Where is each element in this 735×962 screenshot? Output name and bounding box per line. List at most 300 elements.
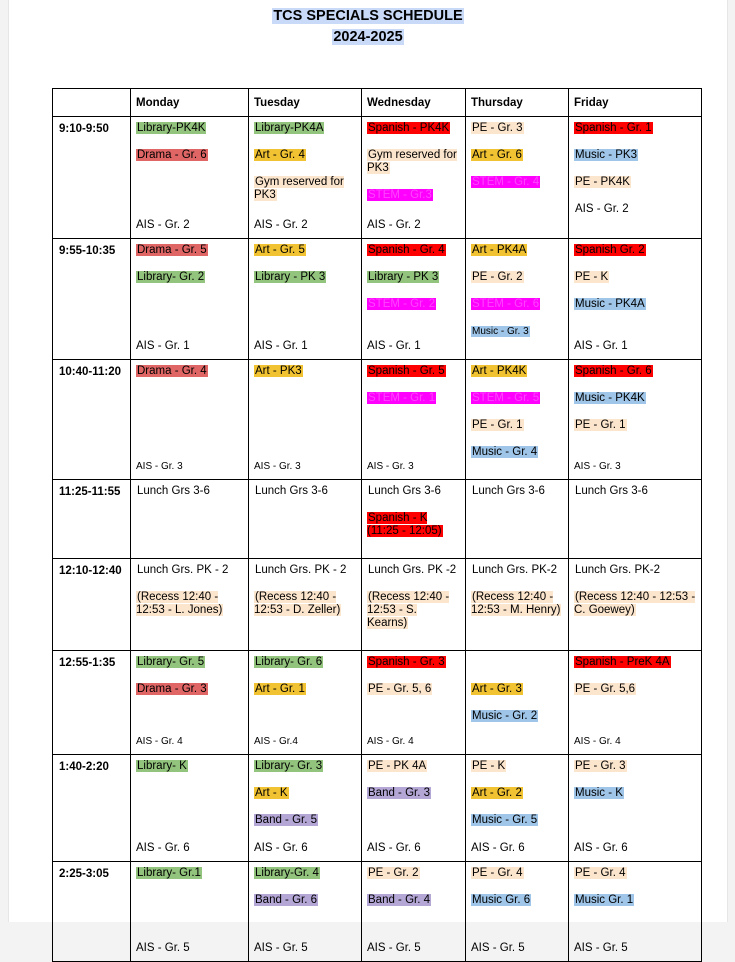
ais-label: AIS - Gr. 4 bbox=[367, 736, 414, 747]
cell-content bbox=[574, 755, 696, 820]
class-label: PE - K bbox=[472, 760, 506, 772]
schedule-cell bbox=[131, 862, 249, 962]
cell-content bbox=[471, 559, 563, 637]
class-label: PE - Gr. 5,6 bbox=[575, 683, 636, 695]
class-label: STEM - Gr. 4 bbox=[472, 176, 540, 188]
class-label: Lunch Grs 3-6 bbox=[137, 485, 210, 497]
document-title: TCS SPECIALS SCHEDULE bbox=[273, 8, 463, 24]
schedule-cell bbox=[249, 360, 362, 480]
class-entry bbox=[367, 485, 460, 498]
class-entry bbox=[367, 656, 460, 669]
ais-label: AIS - Gr. 6 bbox=[254, 842, 308, 854]
class-entry bbox=[254, 814, 356, 827]
class-label: Music - K bbox=[575, 787, 623, 799]
schedule-cell bbox=[466, 117, 569, 239]
class-entry bbox=[367, 760, 460, 773]
class-label: Library-PK4A bbox=[255, 122, 324, 134]
class-label: Music - PK4K bbox=[575, 392, 645, 404]
cell-content bbox=[471, 360, 563, 479]
class-entry bbox=[367, 787, 460, 800]
schedule-row bbox=[53, 559, 702, 651]
class-label: Drama - Gr. 6 bbox=[137, 149, 207, 161]
cell-content bbox=[136, 239, 243, 304]
class-label: PE - PK4K bbox=[575, 176, 630, 188]
class-label: Spanish - Gr. 1 bbox=[575, 122, 652, 134]
class-label: Art - Gr. 1 bbox=[255, 683, 305, 695]
class-entry bbox=[574, 683, 696, 696]
class-entry bbox=[574, 122, 696, 135]
class-entry bbox=[136, 656, 243, 669]
class-label: Spanish - Gr. 6 bbox=[575, 365, 652, 377]
class-label: Lunch Grs 3-6 bbox=[255, 485, 328, 497]
ais-label: AIS - Gr. 6 bbox=[471, 842, 525, 854]
ais-label: AIS - Gr. 1 bbox=[574, 340, 628, 352]
class-label: STEM - Gr.3 bbox=[368, 189, 432, 201]
class-entry bbox=[574, 564, 696, 577]
schedule-cell bbox=[131, 360, 249, 480]
class-entry bbox=[367, 149, 460, 175]
ais-label: AIS - Gr. 5 bbox=[367, 942, 421, 954]
class-entry bbox=[471, 244, 563, 257]
class-entry bbox=[471, 867, 563, 880]
class-entry bbox=[254, 564, 356, 577]
schedule-cell bbox=[249, 862, 362, 962]
class-entry bbox=[367, 894, 460, 907]
schedule-cell bbox=[131, 755, 249, 862]
schedule-cell bbox=[569, 360, 702, 480]
class-entry bbox=[574, 419, 696, 432]
class-entry bbox=[136, 485, 243, 498]
class-label: Lunch Grs 3-6 bbox=[472, 485, 545, 497]
class-entry bbox=[367, 244, 460, 257]
class-entry bbox=[574, 365, 696, 378]
cell-content bbox=[136, 360, 243, 398]
cell-content bbox=[471, 755, 563, 847]
schedule-row bbox=[53, 862, 702, 962]
class-label: Spanish - Gr. 5 bbox=[368, 365, 445, 377]
class-label: (Recess 12:40 - 12:53 - D. Zeller) bbox=[254, 591, 341, 616]
class-label: PE - Gr. 3 bbox=[472, 122, 523, 134]
class-label: AIS - Gr. 2 bbox=[575, 203, 629, 215]
cell-content bbox=[574, 862, 696, 927]
document-page bbox=[8, 0, 728, 954]
class-entry bbox=[254, 656, 356, 669]
cell-content bbox=[367, 360, 460, 425]
schedule-cell bbox=[466, 239, 569, 360]
class-label: Music - Gr. 2 bbox=[472, 710, 538, 722]
class-label: Band - Gr. 5 bbox=[255, 814, 318, 826]
class-label: PE - PK 4A bbox=[368, 760, 427, 772]
schedule-cell bbox=[466, 651, 569, 755]
cell-content bbox=[254, 117, 356, 222]
schedule-cell bbox=[362, 360, 466, 480]
cell-content bbox=[574, 651, 696, 716]
cell-content bbox=[367, 559, 460, 650]
class-label: Library - PK 3 bbox=[368, 271, 439, 283]
schedule-row bbox=[53, 239, 702, 360]
ais-label: AIS - Gr. 3 bbox=[367, 461, 414, 472]
class-entry bbox=[471, 656, 563, 669]
class-entry bbox=[574, 149, 696, 162]
class-label: Art - Gr. 6 bbox=[472, 149, 522, 161]
schedule-cell bbox=[569, 862, 702, 962]
class-label: Drama - Gr. 5 bbox=[137, 244, 207, 256]
schedule-cell bbox=[466, 559, 569, 651]
cell-content bbox=[254, 360, 356, 398]
ais-label: AIS - Gr. 4 bbox=[136, 736, 183, 747]
schedule-cell bbox=[466, 862, 569, 962]
schedule-table bbox=[52, 88, 702, 962]
header-cell: Wednesday bbox=[362, 89, 466, 117]
ais-label: AIS - Gr. 2 bbox=[136, 219, 190, 231]
class-entry bbox=[136, 244, 243, 257]
class-label: STEM - Gr. 5 bbox=[472, 392, 540, 404]
class-entry bbox=[367, 392, 460, 405]
class-entry bbox=[471, 894, 563, 907]
class-label: Library- Gr. 3 bbox=[255, 760, 323, 772]
cell-content bbox=[574, 117, 696, 236]
class-label: Music - PK4A bbox=[575, 298, 645, 310]
class-label: Music - PK3 bbox=[575, 149, 637, 161]
time-slot: 2:25-3:05 bbox=[53, 862, 131, 962]
class-entry bbox=[574, 894, 696, 907]
class-label: PE - Gr. 4 bbox=[575, 867, 626, 879]
class-entry bbox=[471, 365, 563, 378]
schedule-cell bbox=[569, 480, 702, 559]
class-entry bbox=[471, 787, 563, 800]
class-entry bbox=[367, 189, 460, 202]
ais-label: AIS - Gr. 6 bbox=[574, 842, 628, 854]
time-slot: 12:10-12:40 bbox=[53, 559, 131, 651]
class-entry bbox=[471, 392, 563, 405]
class-entry bbox=[367, 365, 460, 378]
schedule-cell bbox=[249, 559, 362, 651]
class-entry bbox=[471, 683, 563, 696]
class-entry bbox=[471, 176, 563, 189]
ais-label: AIS - Gr.4 bbox=[254, 736, 298, 747]
class-entry bbox=[136, 365, 243, 378]
class-label: (Recess 12:40 - 12:53 - S. Kearns) bbox=[367, 591, 450, 629]
class-label: Spanish Gr. 2 bbox=[575, 244, 645, 256]
cell-content bbox=[471, 480, 563, 518]
class-entry bbox=[367, 867, 460, 880]
class-label: Music - Gr. 5 bbox=[472, 814, 538, 826]
time-slot: 10:40-11:20 bbox=[53, 360, 131, 480]
class-entry bbox=[471, 591, 563, 617]
class-label: (Recess 12:40 - 12:53 - M. Henry) bbox=[471, 591, 561, 616]
ais-label: AIS - Gr. 1 bbox=[254, 340, 308, 352]
schedule-cell bbox=[362, 862, 466, 962]
class-label: Art - Gr. 2 bbox=[472, 787, 522, 799]
cell-content bbox=[254, 862, 356, 927]
class-entry bbox=[136, 122, 243, 135]
class-label: Art - Gr. 4 bbox=[255, 149, 305, 161]
cell-content bbox=[254, 480, 356, 518]
schedule-row bbox=[53, 755, 702, 862]
class-label: STEM - Gr. 1 bbox=[368, 392, 436, 404]
class-entry bbox=[136, 591, 243, 617]
ais-label: AIS - Gr. 1 bbox=[367, 340, 421, 352]
schedule-cell bbox=[249, 239, 362, 360]
time-slot: 11:25-11:55 bbox=[53, 480, 131, 559]
class-label: PE - K bbox=[575, 271, 609, 283]
schedule-row bbox=[53, 651, 702, 755]
class-entry bbox=[254, 867, 356, 880]
schedule-cell bbox=[569, 239, 702, 360]
header-cell: Friday bbox=[569, 89, 702, 117]
class-entry bbox=[136, 683, 243, 696]
cell-content bbox=[254, 755, 356, 847]
class-entry bbox=[136, 271, 243, 284]
class-label: Music Gr. 6 bbox=[472, 894, 531, 906]
class-label: Library-PK4K bbox=[137, 122, 206, 134]
class-label: Spanish - Gr. 3 bbox=[368, 656, 445, 668]
class-entry bbox=[471, 149, 563, 162]
schedule-cell bbox=[466, 755, 569, 862]
schedule-cell bbox=[362, 239, 466, 360]
class-entry bbox=[254, 683, 356, 696]
class-label: Art - PK4K bbox=[472, 365, 527, 377]
schedule-cell bbox=[249, 651, 362, 755]
class-entry bbox=[574, 656, 696, 669]
cell-content bbox=[254, 651, 356, 716]
class-label: Drama - Gr. 4 bbox=[137, 365, 207, 377]
ais-label: AIS - Gr. 5 bbox=[471, 942, 525, 954]
cell-content bbox=[574, 239, 696, 331]
class-label: Band - Gr. 3 bbox=[368, 787, 431, 799]
cell-content bbox=[254, 239, 356, 304]
class-entry bbox=[254, 149, 356, 162]
class-entry bbox=[367, 591, 460, 630]
schedule-cell bbox=[131, 239, 249, 360]
class-label: Spanish - PK4K bbox=[368, 122, 450, 134]
class-entry bbox=[574, 787, 696, 800]
schedule-cell bbox=[362, 480, 466, 559]
schedule-cell bbox=[569, 559, 702, 651]
class-label: Library - PK 3 bbox=[255, 271, 326, 283]
class-label: STEM - Gr. 2 bbox=[368, 298, 436, 310]
class-entry bbox=[574, 867, 696, 880]
schedule-row bbox=[53, 480, 702, 559]
cell-content bbox=[136, 559, 243, 637]
class-label: (Recess 12:40 - 12:53 - C. Goewey) bbox=[574, 591, 696, 616]
class-label: Gym reserved for PK3 bbox=[367, 149, 457, 174]
class-label: Spanish - PreK 4A bbox=[575, 656, 670, 668]
class-entry bbox=[574, 244, 696, 257]
class-entry bbox=[471, 122, 563, 135]
class-label: Library- K bbox=[137, 760, 187, 772]
class-label: PE - Gr. 5, 6 bbox=[368, 683, 432, 695]
class-entry bbox=[574, 392, 696, 405]
class-label: Lunch Grs. PK-2 bbox=[472, 564, 558, 576]
class-label: Drama - Gr. 3 bbox=[137, 683, 207, 695]
schedule-row bbox=[53, 360, 702, 480]
class-entry bbox=[471, 564, 563, 577]
class-label: Art - PK3 bbox=[255, 365, 302, 377]
cell-content bbox=[471, 862, 563, 927]
class-entry bbox=[574, 271, 696, 284]
time-slot: 9:55-10:35 bbox=[53, 239, 131, 360]
schedule-cell bbox=[569, 651, 702, 755]
class-label: Lunch Grs 3-6 bbox=[575, 485, 648, 497]
cell-content bbox=[367, 755, 460, 820]
class-label: Gym reserved for PK3 bbox=[254, 176, 344, 201]
class-entry bbox=[367, 683, 460, 696]
cell-content bbox=[367, 651, 460, 716]
ais-label: AIS - Gr. 3 bbox=[574, 461, 621, 472]
class-label: Music - Gr. 4 bbox=[472, 446, 538, 458]
schedule-cell bbox=[362, 755, 466, 862]
class-label: Library- Gr. 2 bbox=[137, 271, 205, 283]
class-entry bbox=[574, 203, 696, 216]
class-entry bbox=[471, 710, 563, 723]
cell-content bbox=[136, 117, 243, 182]
class-entry bbox=[471, 271, 563, 284]
class-label: Library- Gr. 6 bbox=[255, 656, 323, 668]
class-entry bbox=[471, 446, 563, 459]
class-entry bbox=[254, 244, 356, 257]
ais-label: AIS - Gr. 4 bbox=[574, 736, 621, 747]
cell-content bbox=[471, 651, 563, 743]
schedule-cell bbox=[362, 559, 466, 651]
class-label: PE - Gr. 3 bbox=[575, 760, 626, 772]
class-entry bbox=[254, 894, 356, 907]
schedule-cell bbox=[131, 117, 249, 239]
ais-label: AIS - Gr. 5 bbox=[574, 942, 628, 954]
schedule-cell bbox=[131, 480, 249, 559]
ais-label: AIS - Gr. 3 bbox=[254, 461, 301, 472]
class-label: Music Gr. 1 bbox=[575, 894, 634, 906]
cell-content bbox=[136, 651, 243, 716]
class-entry bbox=[367, 122, 460, 135]
class-label: Lunch Grs. PK-2 bbox=[575, 564, 661, 576]
header-cell: Tuesday bbox=[249, 89, 362, 117]
class-entry bbox=[471, 485, 563, 498]
ais-label: AIS - Gr. 5 bbox=[136, 942, 190, 954]
class-entry bbox=[574, 485, 696, 498]
cell-content bbox=[136, 755, 243, 793]
time-slot: 9:10-9:50 bbox=[53, 117, 131, 239]
time-slot: 12:55-1:35 bbox=[53, 651, 131, 755]
class-entry bbox=[254, 365, 356, 378]
class-entry bbox=[136, 149, 243, 162]
cell-content bbox=[471, 117, 563, 209]
schedule-cell bbox=[466, 360, 569, 480]
time-slot: 1:40-2:20 bbox=[53, 755, 131, 862]
class-entry bbox=[254, 591, 356, 617]
class-label: PE - Gr. 4 bbox=[472, 867, 523, 879]
header-cell: Thursday bbox=[466, 89, 569, 117]
class-label: PE - Gr. 2 bbox=[472, 271, 523, 283]
document-year: 2024-2025 bbox=[333, 29, 403, 45]
header-row bbox=[53, 89, 702, 117]
ais-label: AIS - Gr. 2 bbox=[367, 219, 421, 231]
class-label: Music - Gr. 3 bbox=[472, 326, 529, 337]
class-label: PE - Gr. 1 bbox=[472, 419, 523, 431]
class-entry bbox=[136, 564, 243, 577]
class-entry bbox=[367, 271, 460, 284]
class-label: Spanish - Gr. 4 bbox=[368, 244, 445, 256]
class-label: (Recess 12:40 - 12:53 - L. Jones) bbox=[136, 591, 223, 616]
ais-label: AIS - Gr. 5 bbox=[254, 942, 308, 954]
ais-label: AIS - Gr. 6 bbox=[367, 842, 421, 854]
class-label: Band - Gr. 4 bbox=[368, 894, 431, 906]
class-label: Spanish - K (11:25 - 12:05) bbox=[367, 512, 442, 537]
class-label: STEM - Gr. 6 bbox=[472, 298, 540, 310]
class-entry bbox=[574, 298, 696, 311]
ais-label: AIS - Gr. 2 bbox=[254, 219, 308, 231]
class-label: Lunch Grs. PK -2 bbox=[368, 564, 457, 576]
class-entry bbox=[574, 760, 696, 773]
schedule-cell bbox=[466, 480, 569, 559]
ais-label: AIS - Gr. 1 bbox=[136, 340, 190, 352]
class-entry bbox=[254, 760, 356, 773]
cell-content bbox=[367, 117, 460, 222]
class-entry bbox=[471, 298, 563, 311]
class-label: Art - K bbox=[255, 787, 288, 799]
class-label: Lunch Grs. PK - 2 bbox=[255, 564, 347, 576]
class-entry bbox=[367, 298, 460, 311]
schedule-cell bbox=[569, 117, 702, 239]
cell-content bbox=[136, 862, 243, 900]
cell-content bbox=[574, 360, 696, 452]
class-entry bbox=[254, 485, 356, 498]
class-entry bbox=[471, 419, 563, 432]
class-entry bbox=[471, 760, 563, 773]
class-label bbox=[471, 656, 473, 668]
class-entry bbox=[367, 564, 460, 577]
header-cell: Monday bbox=[131, 89, 249, 117]
class-label: Library-Gr. 4 bbox=[255, 867, 319, 879]
class-label: Art - Gr. 3 bbox=[472, 683, 522, 695]
schedule-cell bbox=[362, 117, 466, 239]
class-entry bbox=[136, 867, 243, 880]
cell-content bbox=[136, 480, 243, 518]
schedule-row bbox=[53, 117, 702, 239]
cell-content bbox=[367, 862, 460, 927]
class-label: PE - Gr. 2 bbox=[368, 867, 419, 879]
class-label: Art - Gr. 5 bbox=[255, 244, 305, 256]
class-label: Art - PK4A bbox=[472, 244, 527, 256]
cell-content bbox=[367, 239, 460, 331]
class-label: Library- Gr.1 bbox=[137, 867, 201, 879]
cell-content bbox=[254, 559, 356, 637]
schedule-cell bbox=[249, 480, 362, 559]
class-entry bbox=[471, 814, 563, 827]
schedule-cell bbox=[131, 559, 249, 651]
schedule-cell bbox=[362, 651, 466, 755]
ais-label: AIS - Gr. 3 bbox=[136, 461, 183, 472]
class-entry bbox=[254, 122, 356, 135]
cell-content bbox=[471, 239, 563, 358]
schedule-cell bbox=[249, 117, 362, 239]
class-entry bbox=[254, 176, 356, 202]
cell-content bbox=[574, 559, 696, 637]
class-entry bbox=[254, 787, 356, 800]
class-entry bbox=[136, 760, 243, 773]
class-label: Lunch Grs 3-6 bbox=[368, 485, 441, 497]
schedule-cell bbox=[131, 651, 249, 755]
ais-label: AIS - Gr. 6 bbox=[136, 842, 190, 854]
class-entry bbox=[574, 176, 696, 189]
header-cell bbox=[53, 89, 131, 117]
class-label: Lunch Grs. PK - 2 bbox=[137, 564, 229, 576]
cell-content bbox=[574, 480, 696, 518]
class-label: Band - Gr. 6 bbox=[255, 894, 318, 906]
class-entry bbox=[471, 325, 563, 338]
class-entry bbox=[574, 591, 696, 617]
cell-content bbox=[367, 480, 460, 558]
